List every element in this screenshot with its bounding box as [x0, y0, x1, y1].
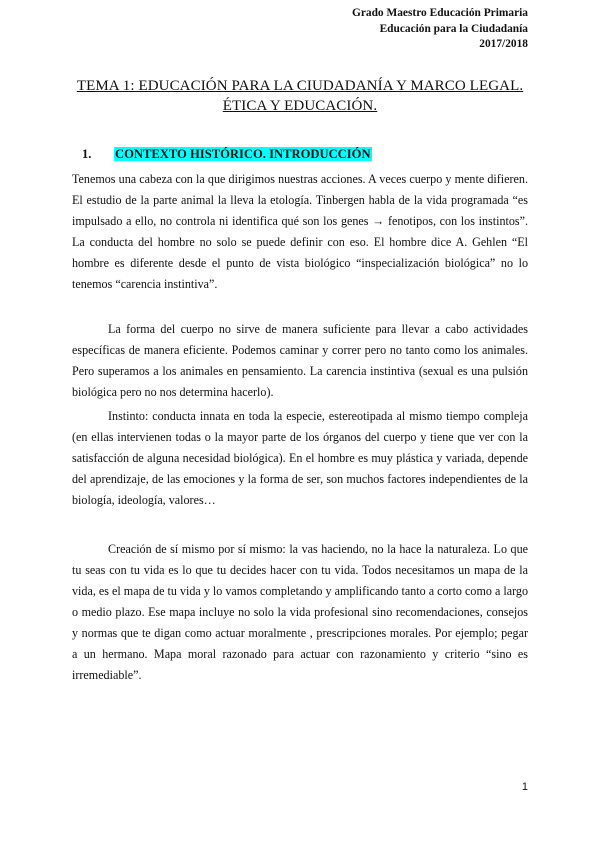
document-header: [352, 6, 528, 53]
header-year: 2017/2018: [479, 38, 528, 50]
paragraph-3: Instinto: conducta innata en toda la especie, estereotipada al mismo tiempo compleja (en ellas intervienen todas o la mayor parte de los órganos del cuerpo y tiene que ver con la satisfacción de alguna necesidad biológica). En el hombre es muy plástica y variada, depende del aprendizaje, de las emociones y la forma de ser, son muchos factores independientes de la biología, ideología, valores…: [72, 409, 528, 507]
section-title: CONTEXTO HISTÓRICO. INTRODUCCIÓN: [115, 147, 371, 161]
title-line-2: ÉTICA Y EDUCACIÓN.: [222, 98, 378, 114]
title-line-1: TEMA 1: EDUCACIÓN PARA LA CIUDADANÍA Y MARCO LEGAL.: [76, 78, 524, 94]
header-subject: Educación para la Ciudadanía: [379, 22, 528, 35]
page-number: 1: [521, 781, 528, 793]
section-number: 1.: [82, 147, 92, 161]
paragraph-2: La forma del cuerpo no sirve de manera suficiente para llevar a cabo actividades específicas de manera eficiente. Podemos caminar y correr pero no tanto como los animales. Pero superamos a los animales en pensamiento. La carencia instintiva (sexual es una pulsión biológica pero no nos determina hacerlo).: [72, 322, 528, 399]
paragraph-1: Tenemos una cabeza con la que dirigimos nuestras acciones. A veces cuerpo y mente difieren. El estudio de la parte animal la lleva la etología. Tinbergen habla de la vida programada “es impulsado a ello, no controla ni identifica qué son los genes → fenotipos, con los instintos”. La conducta del hombre no solo se puede definir con eso. El hombre dice A. Gehlen “El hombre es diferente desde el punto de vista biológico “inspecialización biológica” no lo tenemos “carencia instintiva”.: [72, 172, 528, 291]
header-degree: Grado Maestro Educación Primaria: [351, 7, 528, 19]
paragraph-4: Creación de sí mismo por sí mismo: la vas haciendo, no la hace la naturaleza. Lo que tu seas con tu vida es lo que tu decides hacer con tu vida. Todos necesitamos un mapa de la vida, es el mapa de tu vida y lo vamos completando y amplificando tanto a corto como a largo o medio plazo. Ese mapa incluye no solo la vida profesional sino recomendaciones, consejos y normas que te digan como actuar moralmente , prescripciones morales. Por ejemplo; pegar a un hermano. Mapa moral razonado para actuar con razonamiento y criterio “sino es irremediable”.: [72, 542, 528, 682]
document-title: [72, 76, 528, 116]
section-heading: [72, 145, 372, 163]
